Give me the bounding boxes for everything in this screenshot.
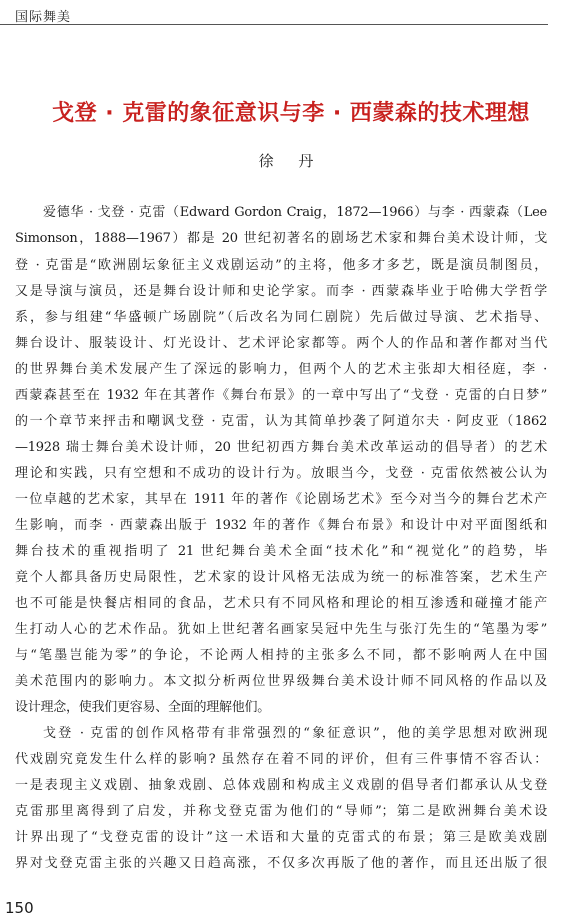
article-author: 徐 丹 <box>258 152 324 170</box>
body-line: 的一个章节来抨击和嘲讽戈登 · 克雷，认为其简单抄袭了阿道尔夫 · 阿皮亚（1862 <box>15 414 547 429</box>
body-line: 计界出现了“戈登克雷的设计”这一术语和大量的克雷式的布景；第三是欧美戏剧 <box>15 830 547 845</box>
body-line: 生打动人心的艺术作品。犹如上世纪著名画家吴冠中先生与张汀先生的“笔墨为零” <box>15 622 547 637</box>
page-number: 150 <box>5 899 34 917</box>
body-line: 一位卓越的艺术家，其早在 1911 年的著作《论剧场艺术》至今对当今的舞台艺术产 <box>15 492 547 507</box>
body-line: 舞台设计、服装设计、灯光设计、艺术评论家都等。两个人的作品和著作都对当代 <box>15 336 547 351</box>
body-line: 舞台技术的重视指明了 21 世纪舞台美术全面“技术化”和“视觉化”的趋势，毕 <box>15 544 547 559</box>
body-line: 也不可能是快餐店相同的食品，艺术只有不同风格和理论的相互渗透和碰撞才能产 <box>15 596 547 611</box>
body-line: 界对戈登克雷主张的兴趣又日趋高涨，不仅多次再版了他的著作，而且还出版了很 <box>15 856 547 871</box>
body-line: 爱德华 · 戈登 · 克雷（Edward Gordon Craig，1872—1966）与李 · 西蒙森（Lee <box>43 205 547 220</box>
body-line: 代戏剧究竟发生什么样的影响? 虽然存在着不同的评价，但有三件事情不容否认： <box>15 752 547 767</box>
body-line: 竟个人都具备历史局限性，艺术家的设计风格无法成为统一的标准答案，艺术生产 <box>15 570 547 585</box>
article-title: 戈登 · 克雷的象征意识与李 · 西蒙森的技术理想 <box>52 101 530 126</box>
body-line: 一是表现主义戏剧、抽象戏剧、总体戏剧和构成主义戏剧的倡导者们都承认从戈登 <box>15 778 547 793</box>
body-line: 美术范围内的影响力。本文拟分析两位世界级舞台美术设计师不同风格的作品以及 <box>15 674 547 689</box>
body-line: —1928 瑞士舞台美术设计师，20 世纪初西方舞台美术改革运动的倡导者）的艺术 <box>15 440 547 455</box>
body-line: 戈登 · 克雷的创作风格带有非常强烈的“象征意识”，他的美学思想对欧洲现 <box>43 726 547 741</box>
journal-header: 国际舞美 <box>15 10 72 25</box>
body-line: 生影响，而李 · 西蒙森出版于 1932 年的著作《舞台布景》和设计中对平面图纸和 <box>15 518 547 533</box>
body-line: 与“笔墨岂能为零”的争论，不论两人相持的主张多么不同，都不影响两人在中国 <box>15 648 547 663</box>
body-line: 系，参与组建“华盛顿广场剧院”（后改名为同仁剧院）先后做过导演、艺术指导、 <box>15 310 547 325</box>
body-line: 理论和实践，只有空想和不成功的设计行为。放眼当今，戈登 · 克雷依然被公认为 <box>15 466 547 481</box>
body-line: 西蒙森甚至在 1932 年在其著作《舞台布景》的一章中写出了“戈登 · 克雷的白日梦” <box>15 388 547 403</box>
body-line: 克雷那里离得到了启发，并称戈登克雷为他们的“导师”；第二是欧洲舞台美术设 <box>15 804 547 819</box>
body-line: 登 · 克雷是“欧洲剧坛象征主义戏剧运动”的主将，他多才多艺，既是演员制图员， <box>15 258 547 273</box>
body-line: 又是导演与演员，还是舞台设计师和史论学家。而李 · 西蒙森毕业于哈佛大学哲学 <box>15 284 547 299</box>
body-line: 的世界舞台美术发展产生了深远的影响力，但两个人的艺术主张却大相径庭，李 · <box>15 362 547 377</box>
body-line: Simonson，1888—1967）都是 20 世纪初著名的剧场艺术家和舞台美术设计师，戈 <box>15 231 547 246</box>
body-line: 设计理念，使我们更容易、全面的理解他们。 <box>15 700 271 715</box>
header-divider <box>0 24 548 25</box>
